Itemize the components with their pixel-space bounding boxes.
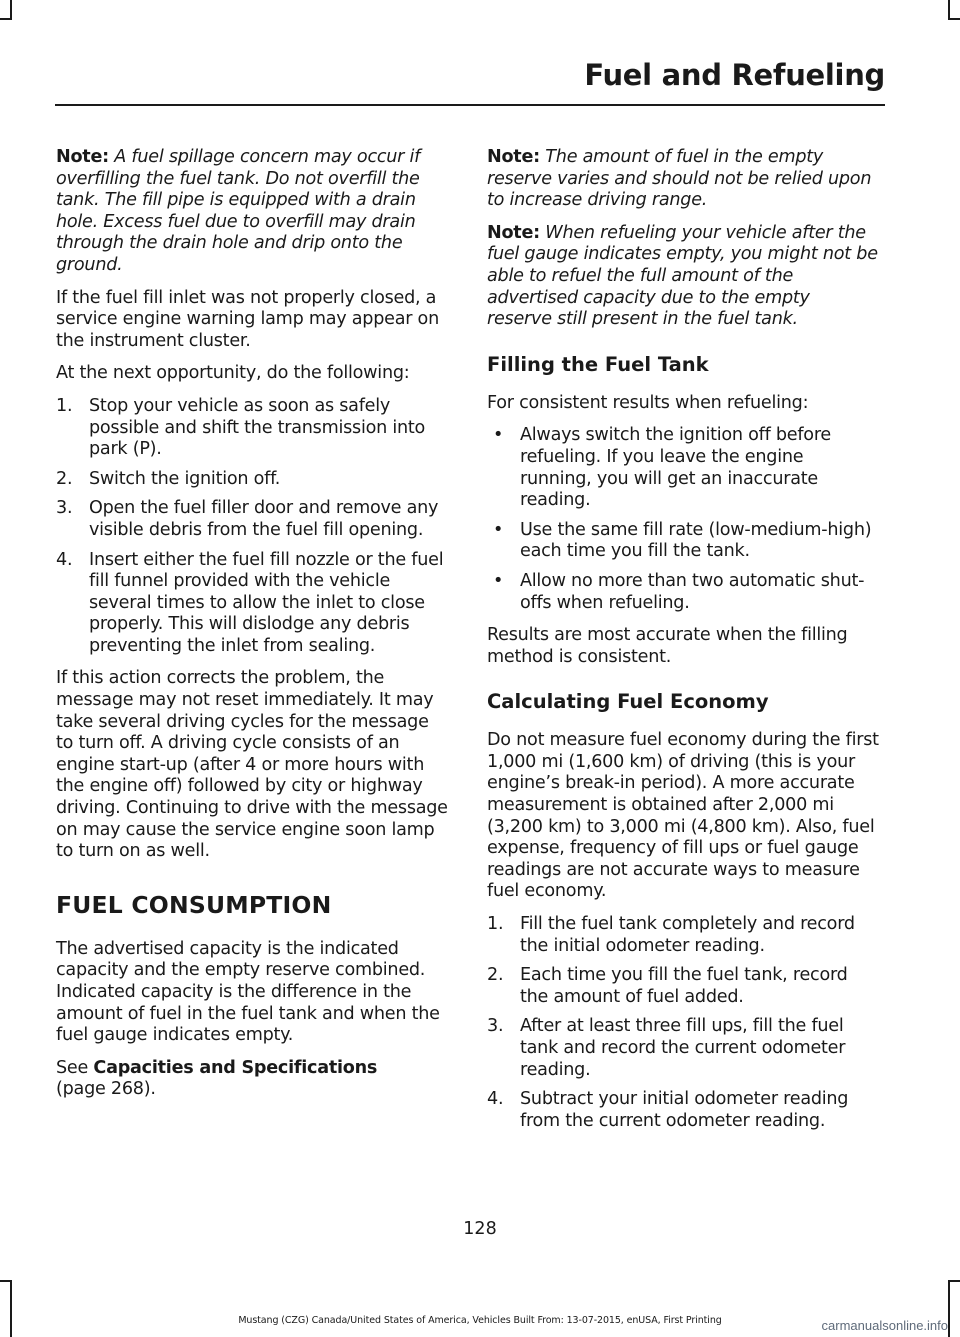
crop-mark-bottom-left-h xyxy=(0,1280,12,1282)
watermark: carmanualsonline.info xyxy=(821,1318,948,1333)
crop-mark-bottom-right-h xyxy=(948,1280,960,1282)
heading-filling-fuel-tank: Filling the Fuel Tank xyxy=(487,352,709,376)
crop-mark-top-left-h xyxy=(0,18,12,20)
heading-calculating-fuel-economy: Calculating Fuel Economy xyxy=(487,690,769,714)
paragraph-measure-economy: Do not measure fuel economy during the first 1,000 mi (1,600 km) of driving (this is your engine’s break-in period). A more accurate measurement is obtained after 2,000 mi (3,200 km) to 3,000 mi (4,800 km). Also, fuel expense, frequency of fill ups or fuel gauge readings are not accurate ways to measure fuel economy. xyxy=(487,730,879,902)
list-item: 4. Subtract your initial odometer reading from the current odometer reading. xyxy=(487,1089,849,1131)
footer-edition-info: Mustang (CZG) Canada/United States of America, Vehicles Built From: 13-07-2015, enUSA, First Printing xyxy=(238,1315,722,1326)
paragraph-filling-method: Results are most accurate when the filling method is consistent. xyxy=(487,625,848,667)
paragraph-consistent-results: For consistent results when refueling: xyxy=(487,392,809,413)
page-header xyxy=(0,58,885,92)
note-fuel-spillage: Note: A fuel spillage concern may occur if overfilling the fuel tank. Do not overfill the tank. The fill pipe is equipped with a drain hole. Excess fuel due to overfill may drain through the drain hole and drip onto the ground. xyxy=(56,147,421,275)
paragraph-next-opportunity: At the next opportunity, do the following: xyxy=(56,363,410,384)
list-item: 4. Insert either the fuel fill nozzle or the fuel fill funnel provided with the vehicle several times to allow the inlet to close properly. This will dislodge any debris preventing the inlet from sealing. xyxy=(56,549,444,656)
page-number: 128 xyxy=(463,1219,497,1239)
left-column xyxy=(56,147,448,1112)
list-item: 2. Switch the ignition off. xyxy=(56,468,281,489)
list-item: • Allow no more than two automatic shut-offs when refueling. xyxy=(493,570,865,613)
economy-steps-list xyxy=(487,914,879,1132)
note-refueling-after-empty: Note: When refueling your vehicle after the fuel gauge indicates empty, you might not be able to refuel the full amount of the advertised capacity due to the empty reserve still present in the fuel tank. xyxy=(487,222,878,330)
paragraph-inlet-closed: If the fuel fill inlet was not properly closed, a service engine warning lamp may appear on the instrument cluster. xyxy=(56,287,439,351)
paragraph-advertised-capacity: The advertised capacity is the indicated capacity and the empty reserve combined. Indicated capacity is the difference in the amount of fuel in the fuel tank and when the fuel gauge indicates empty. xyxy=(56,938,440,1046)
list-item: 3. After at least three fill ups, fill the fuel tank and record the current odometer reading. xyxy=(487,1016,846,1080)
header-rule xyxy=(55,104,885,106)
list-item: 3. Open the fuel filler door and remove any visible debris from the fuel fill opening. xyxy=(56,498,439,540)
crop-mark-top-right-h xyxy=(948,18,960,20)
list-item: • Use the same fill rate (low-medium-high) each time you fill the tank. xyxy=(493,519,872,562)
crop-mark-bottom-left-v xyxy=(10,1280,12,1337)
page-title: Fuel and Refueling xyxy=(584,58,885,92)
paragraph-driving-cycle: If this action corrects the problem, the message may not reset immediately. It may take several driving cycles for the message to turn off. A driving cycle consists of an engine start-up (after 4 or more hours with the engine off) followed by city or highway driving. Continuing to drive with the message on may cause the service engine soon lamp to turn on as well. xyxy=(56,668,448,862)
list-item: 2. Each time you fill the fuel tank, record the amount of fuel added. xyxy=(487,965,848,1007)
right-column xyxy=(487,147,879,1143)
capacities-link[interactable]: Capacities and Specifications xyxy=(93,1057,378,1078)
crop-mark-top-right-v xyxy=(948,0,950,18)
cross-reference: See Capacities and Specifications (page 268). xyxy=(56,1057,378,1100)
list-item: 1. Stop your vehicle as soon as safely possible and shift the transmission into park (P). xyxy=(56,395,426,460)
list-item: 1. Fill the fuel tank completely and record the initial odometer reading. xyxy=(487,914,855,956)
procedure-list xyxy=(56,396,448,658)
section-heading-fuel-consumption: FUEL CONSUMPTION xyxy=(56,890,332,919)
crop-mark-top-left-v xyxy=(10,0,12,18)
list-item: • Always switch the ignition off before refueling. If you leave the engine running, you will get an inaccurate reading. xyxy=(493,425,831,511)
refueling-bullets xyxy=(487,425,879,614)
crop-mark-bottom-right-v xyxy=(948,1280,950,1337)
note-empty-reserve: Note: The amount of fuel in the empty reserve varies and should not be relied upon to increase driving range. xyxy=(487,147,872,211)
